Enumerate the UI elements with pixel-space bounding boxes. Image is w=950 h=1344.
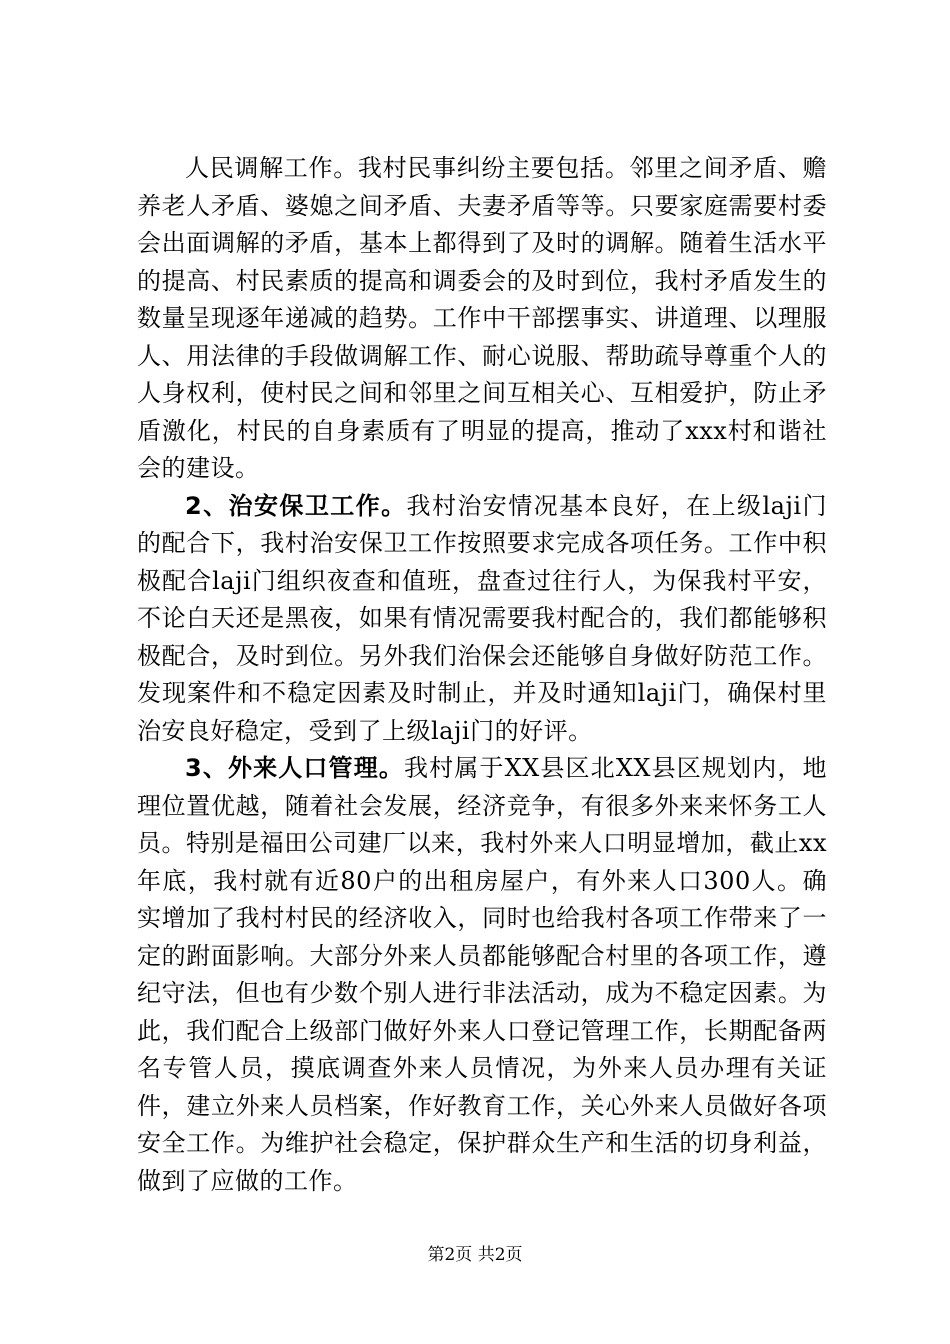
paragraph-migrant-management bbox=[137, 750, 827, 1200]
paragraph-heading: 3、外来人口管理。 bbox=[185, 754, 404, 782]
paragraph-public-security bbox=[137, 488, 827, 751]
paragraph-heading: 2、治安保卫工作。 bbox=[185, 491, 407, 520]
paragraph-text: 我村治安情况基本良好，在上级laji门的配合下，我村治安保卫工作按照要求完成各项任务。工作中积极配合laji门组织夜查和值班，盘查过往行人，为保我村平安，不论白天还是黑夜，如果有情况需要我村配合的，我们都能够积极配合，及时到位。另外我们治保会还能够自身做好防范工作。发现案件和不稳定因素及时制止，并及时通知laji门，确保村里治安良好稳定，受到了上级laji门的好评。 bbox=[137, 491, 827, 745]
paragraph-text: 我村属于XX县区北XX县区规划内，地理位置优越，随着社会发展，经济竞争，有很多外来来怀务工人员。特别是福田公司建厂以来，我村外来人口明显增加，截止xx年底，我村就有近80户的出租房屋户，有外来人口300人。确实增加了我村村民的经济收入，同时也给我村各项工作带来了一定的跗面影响。大部分外来人员都能够配合村里的各项工作，遵纪守法，但也有少数个别人进行非法活动，成为不稳定因素。为此，我们配合上级部门做好外来人口登记管理工作，长期配备两名专管人员，摸底调查外来人员情况，为外来人员办理有关证件，建立外来人员档案，作好教育工作，关心外来人员做好各项安全工作。为维护社会稳定，保护群众生产和生活的切身利益，做到了应做的工作。 bbox=[137, 754, 828, 1195]
document-body bbox=[137, 150, 827, 1200]
paragraph-text: 人民调解工作。我村民事纠纷主要包括。邻里之间矛盾、赡养老人矛盾、婆媳之间矛盾、夫妻矛盾等等。只要家庭需要村委会出面调解的矛盾，基本上都得到了及时的调解。随着生活水平的提高、村民素质的提高和调委会的及时到位，我村矛盾发生的数量呈现逐年递减的趋势。工作中干部摆事实、讲道理、以理服人、用法律的手段做调解工作、耐心说服、帮助疏导尊重个人的人身权利，使村民之间和邻里之间互相关心、互相爱护，防止矛盾激化，村民的自身素质有了明显的提高，推动了xxx村和谐社会的建设。 bbox=[137, 154, 827, 482]
paragraph-people-mediation bbox=[137, 150, 827, 488]
page-footer: 第2页 共2页 bbox=[427, 1245, 523, 1265]
